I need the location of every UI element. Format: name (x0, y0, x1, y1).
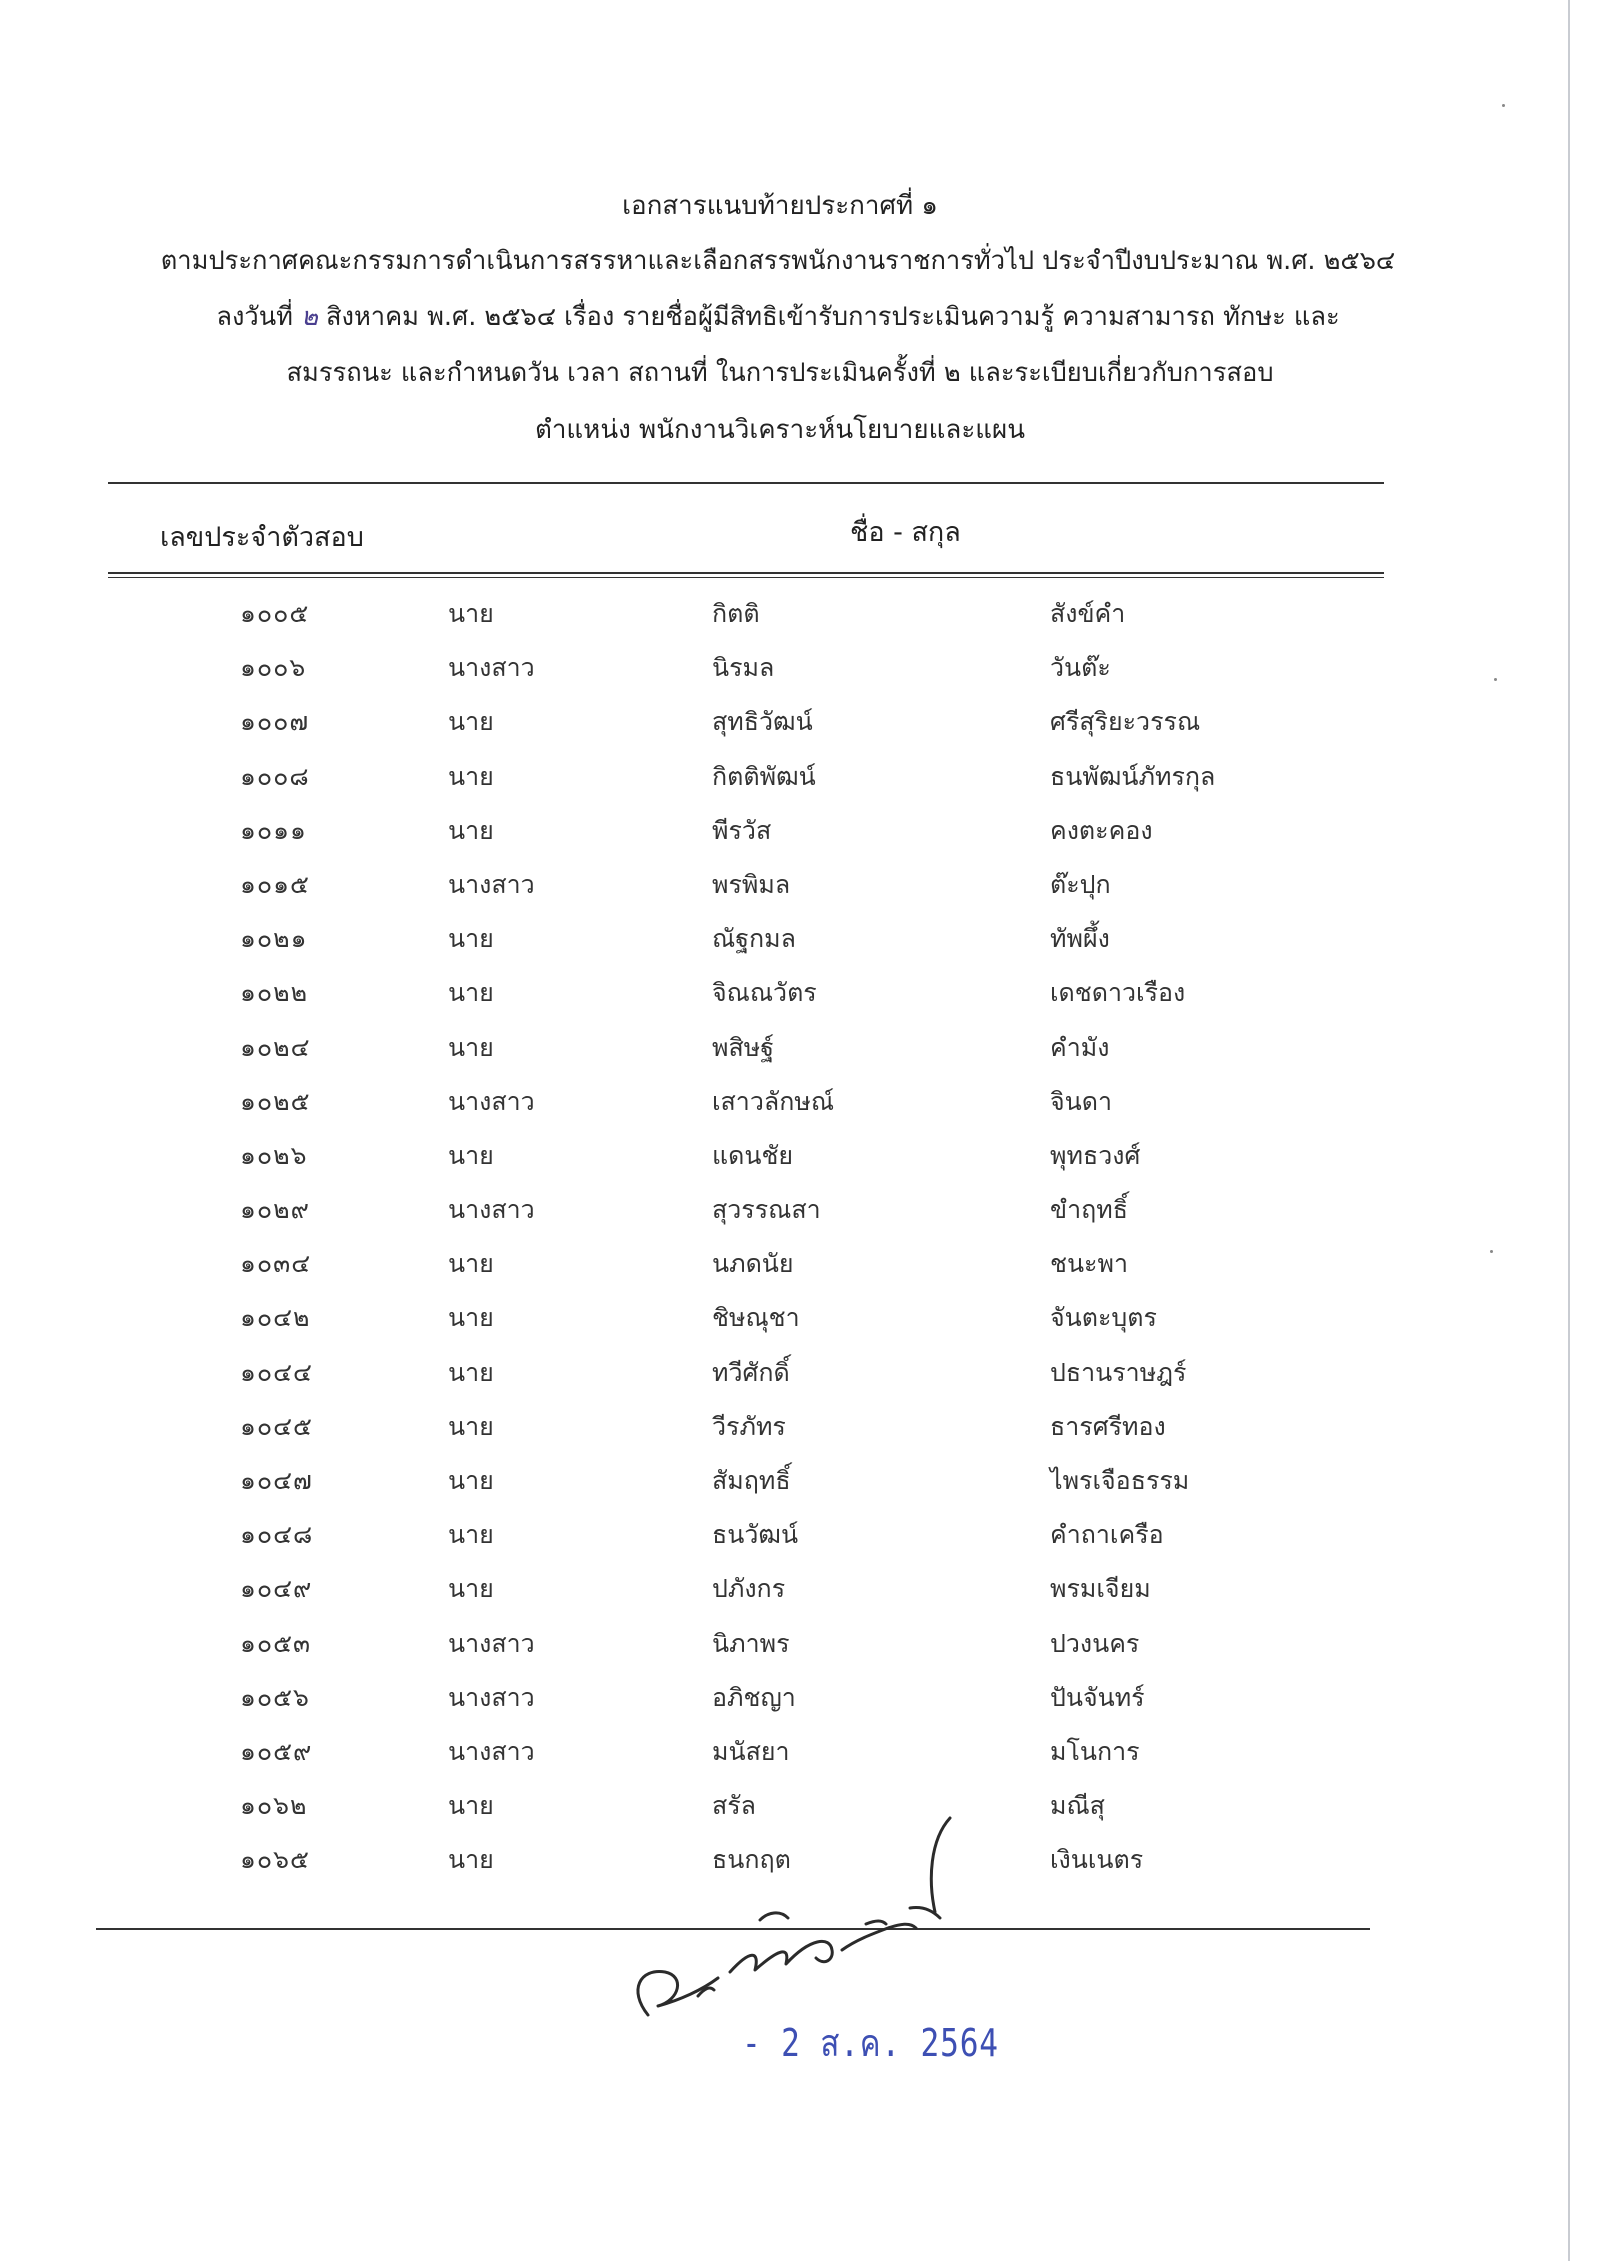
title-cell: นางสาว (448, 1736, 535, 1766)
last-name-cell: ไพรเจือธรรม (1050, 1466, 1190, 1495)
table-row (0, 1345, 1600, 1399)
title-cell: นาย (448, 1520, 494, 1550)
table-row (0, 803, 1600, 857)
table-header-rule-double (108, 577, 1384, 578)
title-cell: นาย (448, 978, 494, 1008)
table-row (0, 857, 1600, 911)
exam-id-cell: ๑๐๒๒ (240, 978, 309, 1008)
first-name-cell: วีรภัทร (712, 1411, 786, 1441)
first-name-cell: ชิษณุชา (712, 1303, 800, 1333)
candidate-list (0, 586, 1600, 1887)
title-cell: นาย (448, 1140, 494, 1170)
handwritten-day: ๒ (301, 302, 318, 332)
first-name-cell: มนัสยา (712, 1736, 790, 1766)
exam-id-cell: ๑๐๕๓ (240, 1628, 312, 1658)
header-date-prefix: ลงวันที่ (216, 302, 293, 332)
header-date-subject (38, 297, 1518, 337)
table-row (0, 1507, 1600, 1561)
first-name-cell: ธนวัฒน์ (712, 1520, 799, 1550)
exam-id-cell: ๑๐๔๙ (240, 1574, 313, 1604)
exam-id-cell: ๑๐๔๗ (240, 1466, 313, 1495)
title-cell: นาย (448, 707, 494, 737)
first-name-cell: สุทธิวัฒน์ (712, 707, 813, 737)
last-name-cell: ต๊ะปุก (1050, 869, 1111, 899)
last-name-cell: พรมเจียม (1050, 1574, 1151, 1604)
first-name-cell: อภิชญา (712, 1682, 796, 1712)
last-name-cell: สังข์คำ (1050, 599, 1126, 628)
last-name-cell: เดชดาวเรือง (1050, 978, 1186, 1008)
last-name-cell: ขำฤทธิ์ (1050, 1195, 1129, 1225)
first-name-cell: พรพิมล (712, 869, 791, 899)
first-name-cell: ณัฐกมล (712, 924, 796, 954)
header-date-suffix: สิงหาคม พ.ศ. ๒๕๖๔ เรื่อง รายชื่อผู้มีสิทธิเข้ารับการประเมินความรู้ ความสามารถ ทักษะ และ (325, 302, 1340, 332)
title-cell: นาย (448, 1845, 494, 1875)
exam-id-cell: ๑๐๔๒ (240, 1303, 311, 1333)
table-row (0, 1724, 1600, 1778)
exam-id-cell: ๑๐๐๗ (240, 707, 310, 737)
exam-id-cell: ๑๐๐๘ (240, 761, 310, 791)
title-cell: นาย (448, 815, 494, 845)
last-name-cell: ศรีสุริยะวรรณ (1050, 707, 1201, 737)
table-row (0, 1616, 1600, 1670)
table-row (0, 1074, 1600, 1128)
title-cell: นาย (448, 761, 494, 791)
last-name-cell: ชนะพา (1050, 1249, 1129, 1279)
scan-speck (1502, 104, 1505, 107)
table-row (0, 1290, 1600, 1344)
table-row (0, 1182, 1600, 1236)
first-name-cell: นิภาพร (712, 1628, 790, 1658)
table-row (0, 640, 1600, 694)
exam-id-cell: ๑๐๑๑ (240, 815, 307, 845)
first-name-cell: ธนกฤต (712, 1845, 791, 1875)
exam-id-cell: ๑๐๖๒ (240, 1791, 308, 1821)
exam-id-cell: ๑๐๒๔ (240, 1032, 311, 1062)
first-name-cell: นภดนัย (712, 1249, 794, 1279)
first-name-cell: กิตติพัฒน์ (712, 761, 816, 791)
exam-id-cell: ๑๐๖๕ (240, 1845, 310, 1875)
first-name-cell: พีรวัส (712, 815, 772, 845)
exam-id-cell: ๑๐๔๘ (240, 1520, 314, 1550)
title-cell: นางสาว (448, 1086, 535, 1116)
table-row (0, 965, 1600, 1019)
last-name-cell: ปวงนคร (1050, 1628, 1140, 1658)
title-cell: นาย (448, 1466, 494, 1495)
table-row (0, 1561, 1600, 1615)
table-row (0, 586, 1600, 640)
title-cell: นางสาว (448, 1195, 535, 1225)
first-name-cell: นิรมล (712, 653, 775, 683)
table-row (0, 1020, 1600, 1074)
table-header-rule (108, 572, 1384, 574)
title-cell: นาย (448, 1791, 494, 1821)
table-top-rule (108, 482, 1384, 484)
last-name-cell: ธารศรีทอง (1050, 1411, 1166, 1441)
header-subject-continued: สมรรถนะ และกำหนดวัน เวลา สถานที่ ในการประเมินครั้งที่ ๒ และระเบียบเกี่ยวกับการสอบ (286, 358, 1274, 388)
table-row (0, 911, 1600, 965)
exam-id-cell: ๑๐๔๔ (240, 1357, 313, 1387)
last-name-cell: มณีสุ (1050, 1791, 1105, 1821)
exam-id-cell: ๑๐๑๕ (240, 869, 310, 899)
last-name-cell: พุทธวงศ์ (1050, 1140, 1141, 1170)
header-announcement: ตามประกาศคณะกรรมการดำเนินการสรรหาและเลือกสรรพนักงานราชการทั่วไป ประจำปีงบประมาณ พ.ศ. ๒๕๖๔ (160, 246, 1396, 276)
title-cell: นาย (448, 1032, 494, 1062)
last-name-cell: ปันจันทร์ (1050, 1682, 1145, 1712)
first-name-cell: ทวีศักดิ์ (712, 1357, 790, 1387)
first-name-cell: ปภังกร (712, 1574, 786, 1604)
title-cell: นาย (448, 599, 494, 628)
table-row (0, 1236, 1600, 1290)
column-header-full-name: ชื่อ - สกุล (850, 517, 961, 548)
exam-id-cell: ๑๐๕๖ (240, 1682, 310, 1712)
title-cell: นาย (448, 1303, 494, 1333)
last-name-cell: เงินเนตร (1050, 1845, 1144, 1875)
last-name-cell: ทัพผึ้ง (1050, 924, 1110, 954)
last-name-cell: คำมัง (1050, 1032, 1110, 1062)
signature (610, 1800, 970, 2030)
title-cell: นาย (448, 1411, 494, 1441)
table-row (0, 749, 1600, 803)
table-row (0, 1453, 1600, 1507)
title-cell: นางสาว (448, 653, 535, 683)
date-stamp: - 2 ส.ค. 2564 (742, 2021, 999, 2065)
last-name-cell: คงตะคอง (1050, 815, 1153, 845)
header-title: เอกสารแนบท้ายประกาศที่ ๑ (622, 191, 938, 221)
last-name-cell: จันตะบุตร (1050, 1303, 1157, 1333)
exam-id-cell: ๑๐๐๖ (240, 653, 307, 683)
table-row (0, 694, 1600, 748)
exam-id-cell: ๑๐๔๕ (240, 1411, 313, 1441)
title-cell: นาย (448, 924, 494, 954)
last-name-cell: มโนการ (1050, 1736, 1140, 1766)
title-cell: นางสาว (448, 1628, 535, 1658)
exam-id-cell: ๑๐๒๖ (240, 1140, 308, 1170)
exam-id-cell: ๑๐๒๕ (240, 1086, 311, 1116)
first-name-cell: สุวรรณสา (712, 1195, 821, 1225)
header-position: ตำแหน่ง พนักงานวิเคราะห์นโยบายและแผน (534, 415, 1026, 445)
exam-id-cell: ๑๐๓๔ (240, 1249, 312, 1279)
first-name-cell: แดนชัย (712, 1140, 794, 1170)
title-cell: นาย (448, 1357, 494, 1387)
last-name-cell: ปธานราษฎร์ (1050, 1357, 1187, 1387)
first-name-cell: สรัล (712, 1791, 757, 1821)
table-row (0, 1128, 1600, 1182)
table-row (0, 1670, 1600, 1724)
last-name-cell: วันต๊ะ (1050, 653, 1111, 683)
first-name-cell: พสิษฐ์ (712, 1032, 775, 1062)
exam-id-cell: ๑๐๐๕ (240, 599, 310, 628)
title-cell: นาย (448, 1574, 494, 1604)
title-cell: นาย (448, 1249, 494, 1279)
first-name-cell: จิณณวัตร (712, 978, 817, 1008)
first-name-cell: กิตติ (712, 599, 760, 628)
first-name-cell: เสาวลักษณ์ (712, 1086, 835, 1116)
column-header-exam-id: เลขประจำตัวสอบ (160, 522, 364, 553)
last-name-cell: จินดา (1050, 1086, 1113, 1116)
exam-id-cell: ๑๐๕๙ (240, 1736, 313, 1766)
exam-id-cell: ๑๐๒๑ (240, 924, 308, 954)
first-name-cell: สัมฤทธิ์ (712, 1466, 791, 1495)
table-row (0, 1399, 1600, 1453)
last-name-cell: คำถาเครือ (1050, 1520, 1164, 1550)
title-cell: นางสาว (448, 869, 535, 899)
last-name-cell: ธนพัฒน์ภัทรกุล (1050, 761, 1216, 791)
title-cell: นางสาว (448, 1682, 535, 1712)
exam-id-cell: ๑๐๒๙ (240, 1195, 310, 1225)
